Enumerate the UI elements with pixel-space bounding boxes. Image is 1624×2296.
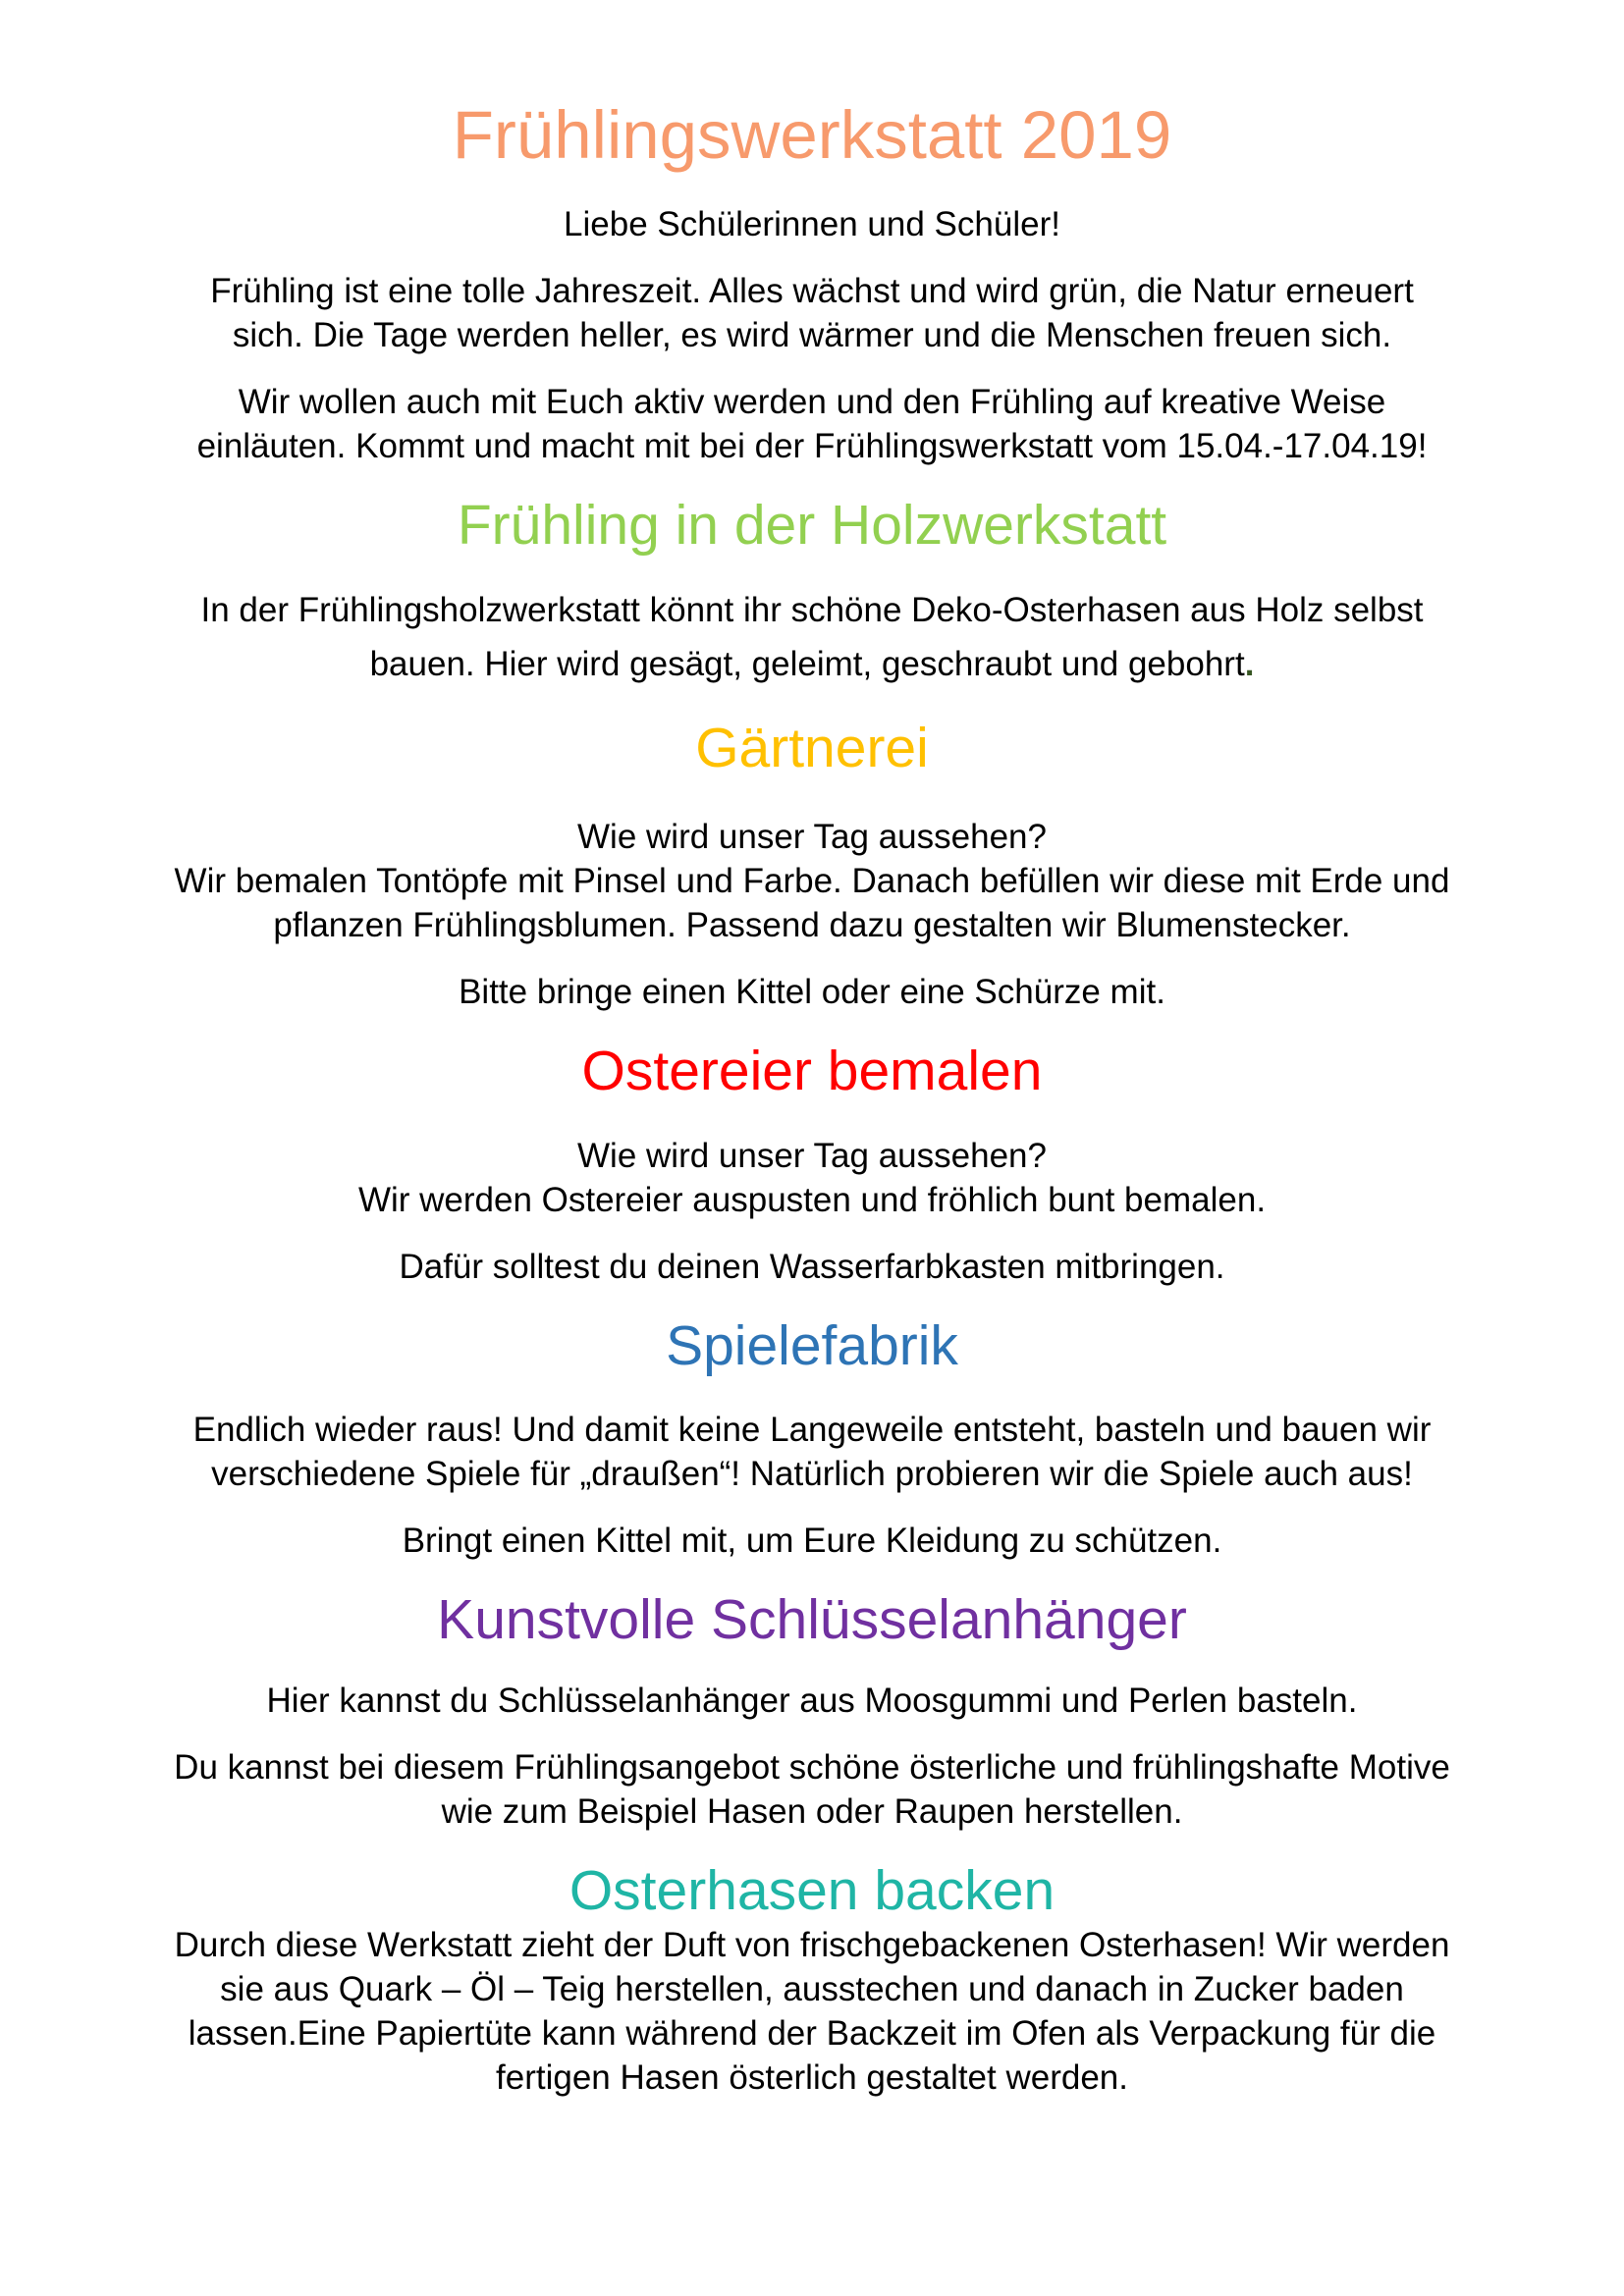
section-heading: Kunstvolle Schlüsselanhänger	[437, 1588, 1187, 1652]
section-line: Wie wird unser Tag aussehen?	[577, 817, 1047, 856]
intro-line: Frühling ist eine tolle Jahreszeit. Alles wächst und wird grün, die Natur erneuert	[210, 271, 1414, 310]
section-line-with-dot	[88, 637, 1536, 691]
section-line: Wie wird unser Tag aussehen?	[577, 1136, 1047, 1175]
section-gaertnerei	[88, 717, 1536, 1014]
section-paragraph	[88, 1745, 1536, 1834]
section-heading: Ostereier bemalen	[581, 1039, 1043, 1102]
section-heading: Frühling in der Holzwerkstatt	[457, 493, 1167, 557]
section-heading: Spielefabrik	[666, 1313, 958, 1377]
section-line: pflanzen Frühlingsblumen. Passend dazu gestalten wir Blumenstecker.	[273, 905, 1351, 944]
section-line: fertigen Hasen österlich gestaltet werden.	[496, 2058, 1128, 2098]
intro-paragraph	[88, 269, 1536, 357]
section-paragraph	[88, 1923, 1536, 2100]
section-line: Wir bemalen Tontöpfe mit Pinsel und Farbe. Danach befüllen wir diese mit Erde und	[174, 861, 1450, 900]
invite-line: Wir wollen auch mit Euch aktiv werden und den Frühling auf kreative Weise	[238, 382, 1386, 421]
section-text: Hier kannst du Schlüsselanhänger aus Moosgummi und Perlen basteln.	[266, 1681, 1358, 1720]
section-note: Bringt einen Kittel mit, um Eure Kleidung zu schützen.	[402, 1522, 1222, 1561]
section-paragraph	[88, 1408, 1536, 1496]
section-osterhasen-backen	[88, 1859, 1536, 2101]
intro-line: sich. Die Tage werden heller, es wird wärmer und die Menschen freuen sich.	[232, 315, 1392, 354]
section-paragraph	[88, 583, 1536, 691]
section-line: sie aus Quark – Öl – Teig herstellen, ausstechen und danach in Zucker baden	[220, 1970, 1404, 2009]
section-line: lassen.Eine Papiertüte kann während der Backzeit im Ofen als Verpackung für die	[188, 2014, 1436, 2054]
section-line: wie zum Beispiel Hasen oder Raupen herstellen.	[441, 1791, 1183, 1831]
section-paragraph	[88, 815, 1536, 947]
section-schluesselanhaenger	[88, 1588, 1536, 1834]
invite-paragraph	[88, 380, 1536, 468]
section-ostereier	[88, 1040, 1536, 1289]
section-heading: Osterhasen backen	[568, 1858, 1056, 1922]
section-line: Wir werden Ostereier auspusten und fröhlich bunt bemalen.	[357, 1180, 1267, 1219]
section-line-text: bauen. Hier wird gesägt, geleimt, geschraubt und gebohrt	[369, 645, 1245, 684]
section-line: verschiedene Spiele für „draußen“! Natürlich probieren wir die Spiele auch aus!	[211, 1455, 1413, 1494]
section-holzwerkstatt	[88, 494, 1536, 692]
section-spielefabrik	[88, 1314, 1536, 1564]
greeting: Liebe Schülerinnen und Schüler!	[564, 204, 1060, 243]
section-note: Bitte bringe einen Kittel oder eine Schürze mit.	[459, 972, 1165, 1011]
invite-line: einläuten. Kommt und macht mit bei der Frühlingswerkstatt vom 15.04.-17.04.19!	[196, 426, 1428, 465]
section-paragraph	[88, 1134, 1536, 1222]
end-dot: .	[1244, 645, 1255, 684]
section-line: Endlich wieder raus! Und damit keine Langeweile entsteht, basteln und bauen wir	[192, 1411, 1432, 1450]
section-line: Durch diese Werkstatt zieht der Duft von frischgebackenen Osterhasen! Wir werden	[174, 1926, 1450, 1965]
page-title: Frühlingswerkstatt 2019	[452, 97, 1172, 173]
section-line: Du kannst bei diesem Frühlingsangebot schöne österliche und frühlingshafte Motive	[174, 1747, 1450, 1787]
section-line: In der Frühlingsholzwerkstatt könnt ihr schöne Deko-Osterhasen aus Holz selbst	[200, 591, 1424, 630]
section-heading: Gärtnerei	[695, 717, 929, 780]
section-note: Dafür solltest du deinen Wasserfarbkasten mitbringen.	[399, 1247, 1225, 1286]
